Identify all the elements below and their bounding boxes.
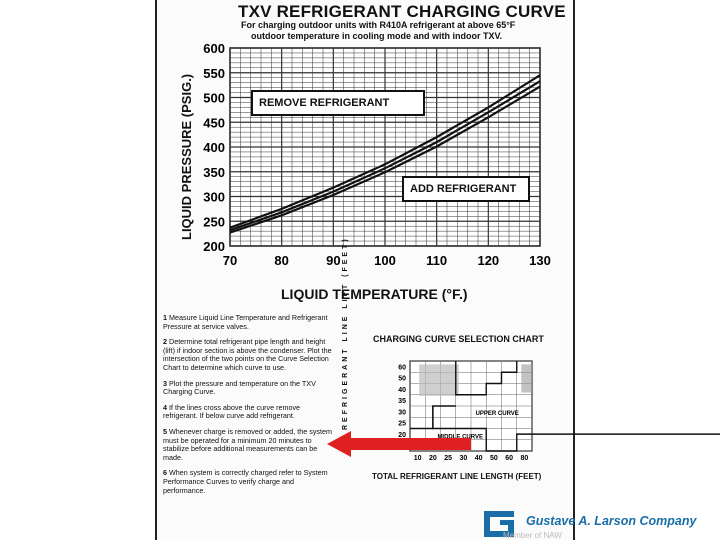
selection-y-tick: 50 — [398, 375, 406, 383]
page-title: TXV REFRIGERANT CHARGING CURVE — [238, 2, 566, 21]
selection-x-tick: 40 — [474, 455, 483, 462]
y-tick-label: 400 — [203, 140, 225, 155]
x-tick-label: 90 — [326, 253, 341, 268]
selection-x-tick: 30 — [459, 455, 468, 462]
y-tick-label: 600 — [203, 41, 225, 56]
x-axis-label: LIQUID TEMPERATURE (°F.) — [281, 286, 468, 302]
y-axis-label: LIQUID PRESSURE (PSIG.) — [179, 73, 194, 240]
selection-x-tick: 10 — [413, 455, 422, 462]
selection-shaded-region — [419, 364, 459, 396]
add-refrigerant-label: ADD REFRIGERANT — [402, 176, 530, 202]
instruction-step: 1 Measure Liquid Line Temperature and Refrigerant Pressure at service valves. — [163, 313, 328, 331]
instruction-step: 4 If the lines cross above the curve remove refrigerant. If below curve add refrigerant. — [163, 402, 301, 421]
selection-x-tick: 80 — [520, 455, 529, 462]
y-tick-label: 500 — [203, 90, 225, 106]
y-tick-label: 350 — [203, 164, 225, 180]
x-tick-label: 100 — [374, 253, 396, 268]
selection-y-tick: 60 — [398, 364, 406, 372]
selection-x-tick: 50 — [489, 455, 498, 462]
y-tick-label: 450 — [203, 115, 225, 131]
y-tick-label: 550 — [203, 65, 225, 81]
selection-x-tick: 20 — [428, 455, 437, 462]
company-faded-text: Member of NAW — [503, 531, 562, 540]
selection-y-tick: 25 — [398, 420, 406, 428]
x-tick-label: 70 — [222, 253, 238, 268]
selection-x-tick: 25 — [444, 455, 453, 462]
arrow-icon — [327, 429, 472, 459]
y-tick-label: 250 — [203, 214, 225, 230]
y-tick-label: 200 — [203, 239, 225, 254]
subtitle-line-2: outdoor temperature in cooling mode and with indoor TXV. — [251, 31, 503, 41]
selection-y-label: REFRIGERANT LINE LIFT (FEET) — [342, 236, 349, 430]
instruction-step: 6 When system is correctly charged refer to System Performance Curves to verify charge and performance. — [163, 468, 328, 495]
selection-y-tick: 30 — [398, 409, 406, 417]
y-tick-label: 300 — [203, 189, 225, 205]
instruction-step: 5 Whenever charge is removed or added, the system must be operated for a minimum 20 minutes to stabilize before additional measurements can be made. — [163, 426, 332, 462]
subtitle-line-1: For charging outdoor units with R410A refrigerant at above 65°F — [241, 20, 516, 30]
selection-x-tick: 60 — [505, 455, 514, 462]
selection-x-label: TOTAL REFRIGERANT LINE LENGTH (FEET) — [372, 472, 542, 481]
upper-curve-label: UPPER CURVE — [475, 411, 519, 417]
middle-curve-label: MIDDLE CURVE — [437, 434, 484, 441]
selection-shaded-region — [521, 364, 532, 392]
instruction-step: 2 Determine total refrigerant pipe length and height (lift) if indoor section is above the condenser. Plot the intersection of the two points on the Curve Selection Chart to determine which curve to use. — [163, 337, 332, 372]
instruction-step: 3 Plot the pressure and temperature on the TXV Charging Curve. — [163, 378, 316, 397]
x-tick-label: 130 — [529, 253, 551, 268]
selection-y-tick: 40 — [398, 386, 406, 394]
x-tick-label: 120 — [477, 253, 500, 268]
remove-refrigerant-label: REMOVE REFRIGERANT — [251, 90, 425, 116]
company-name: Gustave A. Larson Company — [526, 514, 697, 528]
selection-chart-title: CHARGING CURVE SELECTION CHART — [373, 334, 544, 344]
selection-y-tick: 35 — [398, 398, 406, 406]
x-tick-label: 80 — [274, 253, 289, 268]
x-tick-label: 110 — [426, 253, 448, 268]
selection-y-tick: 20 — [398, 431, 406, 439]
